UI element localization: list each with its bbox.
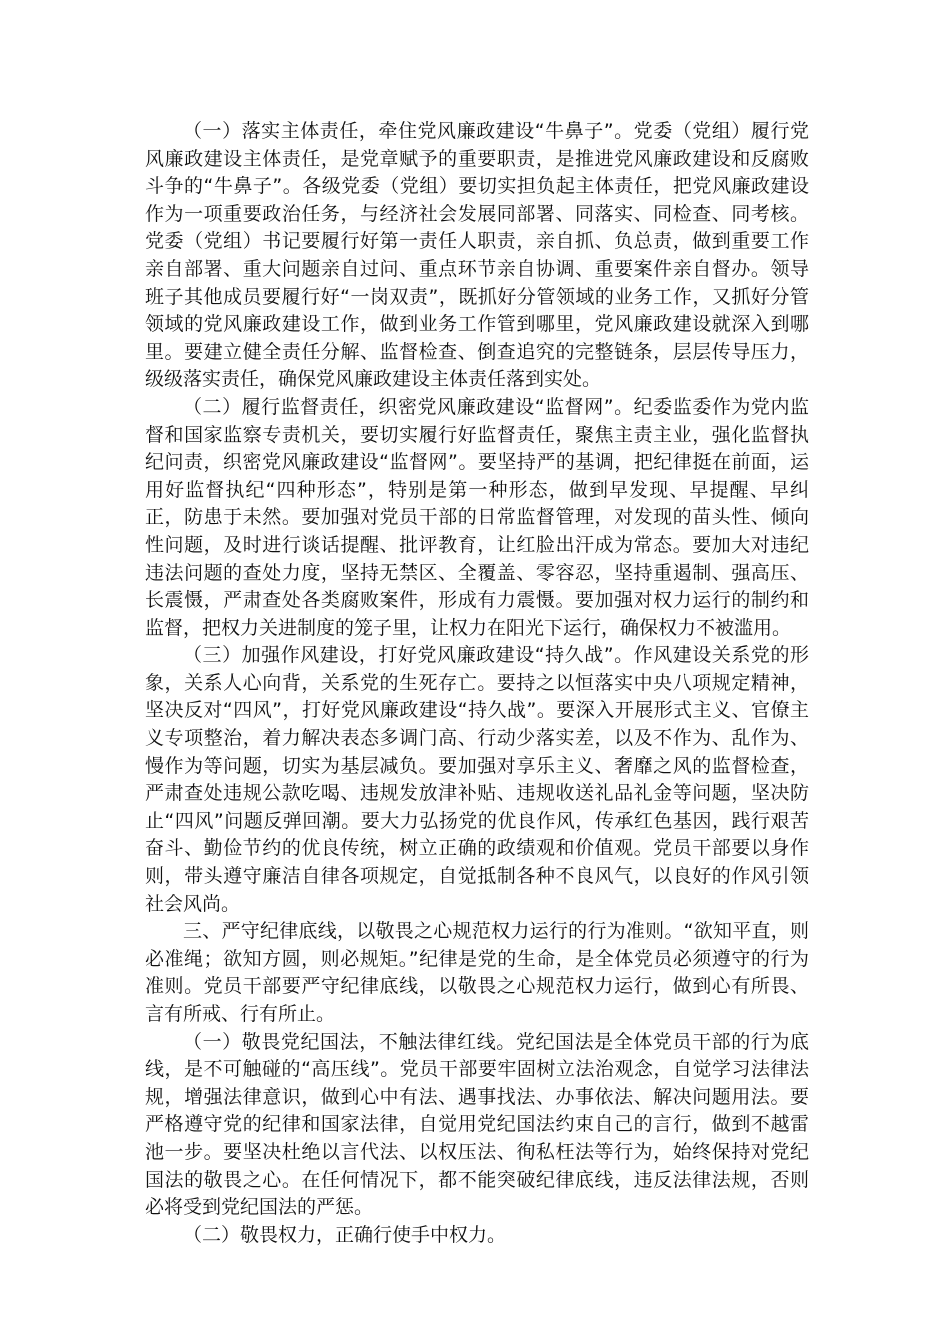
paragraph-implement-main-responsibility: （一）落实主体责任，牵住党风廉政建设“牛鼻子”。党委（党组）履行党风廉政建设主体责任，是党章赋予的重要职责，是推进党风廉政建设和反腐败斗争的“牛鼻子”。各级党委（党组）要切实担负起主体责任，把党风廉政建设作为一项重要政治任务，与经济社会发展同部署、同落实、同检查、同考核。党委（党组）书记要履行好第一责任人职责，亲自抓、负总责，做到重要工作亲自部署、重大问题亲自过问、重点环节亲自协调、重要案件亲自督办。领导班子其他成员要履行好“一岗双责”，既抓好分管领域的业务工作，又抓好分管领域的党风廉政建设工作，做到业务工作管到哪里，党风廉政建设就深入到哪里。要建立健全责任分解、监督检查、倒查追究的完整链条，层层传导压力，级级落实责任，确保党风廉政建设主体责任落到实处。 xyxy=(145,120,809,391)
paragraph-supervision-responsibility: （二）履行监督责任，织密党风廉政建设“监督网”。纪委监委作为党内监督和国家监察专责机关，要切实履行好监督责任，聚焦主责主业，强化监督执纪问责，织密党风廉政建设“监督网”。要坚持严的基调，把纪律挺在前面，运用好监督执纪“四种形态”，特别是第一种形态，做到早发现、早提醒、早纠正，防患于未然。要加强对党员干部的日常监督管理，对发现的苗头性、倾向性问题，及时进行谈话提醒、批评教育，让红脸出汗成为常态。要加大对违纪违法问题的查处力度，坚持无禁区、全覆盖、零容忍，坚持重遏制、强高压、长震慑，严肃查处各类腐败案件，形成有力震慑。要加强对权力运行的制约和监督，把权力关进制度的笼子里，让权力在阳光下运行，确保权力不被滥用。 xyxy=(145,395,809,639)
paragraph-respect-law: （一）敬畏党纪国法，不触法律红线。党纪国法是全体党员干部的行为底线，是不可触碰的“高压线”。党员干部要牢固树立法治观念，自觉学习法律法规，增强法律意识，做到心中有法、遇事找法、办事依法、解决问题用法。要严格遵守党的纪律和国家法律，自觉用党纪国法约束自己的言行，做到不越雷池一步。要坚决杜绝以言代法、以权压法、徇私枉法等行为，始终保持对党纪国法的敬畏之心。在任何情况下，都不能突破纪律底线，违反法律法规，否则必将受到党纪国法的严惩。 xyxy=(145,1030,809,1219)
paragraph-section-three-heading: 三、严守纪律底线，以敬畏之心规范权力运行的行为准则。“欲知平直，则必准绳；欲知方圆，则必规矩。”纪律是党的生命，是全体党员必须遵守的行为准则。党员干部要严守纪律底线，以敬畏之心规范权力运行，做到心有所畏、言有所戒、行有所止。 xyxy=(145,920,809,1025)
document-body xyxy=(145,118,809,1249)
paragraph-respect-power: （二）敬畏权力，正确行使手中权力。 xyxy=(183,1223,507,1246)
paragraph-work-style: （三）加强作风建设，打好党风廉政建设“持久战”。作风建设关系党的形象，关系人心向背，关系党的生死存亡。要持之以恒落实中央八项规定精神，坚决反对“四风”，打好党风廉政建设“持久战”。要深入开展形式主义、官僚主义专项整治，着力解决表态多调门高、行动少落实差，以及不作为、乱作为、慢作为等问题，切实为基层减负。要加强对享乐主义、奢靡之风的监督检查，严肃查处违规公款吃喝、违规发放津补贴、违规收送礼品礼金等问题，坚决防止“四风”问题反弹回潮。要大力弘扬党的优良作风，传承红色基因，践行艰苦奋斗、勤俭节约的优良传统，树立正确的政绩观和价值观。党员干部要以身作则，带头遵守廉洁自律各项规定，自觉抵制各种不良风气，以良好的作风引领社会风尚。 xyxy=(145,644,809,915)
